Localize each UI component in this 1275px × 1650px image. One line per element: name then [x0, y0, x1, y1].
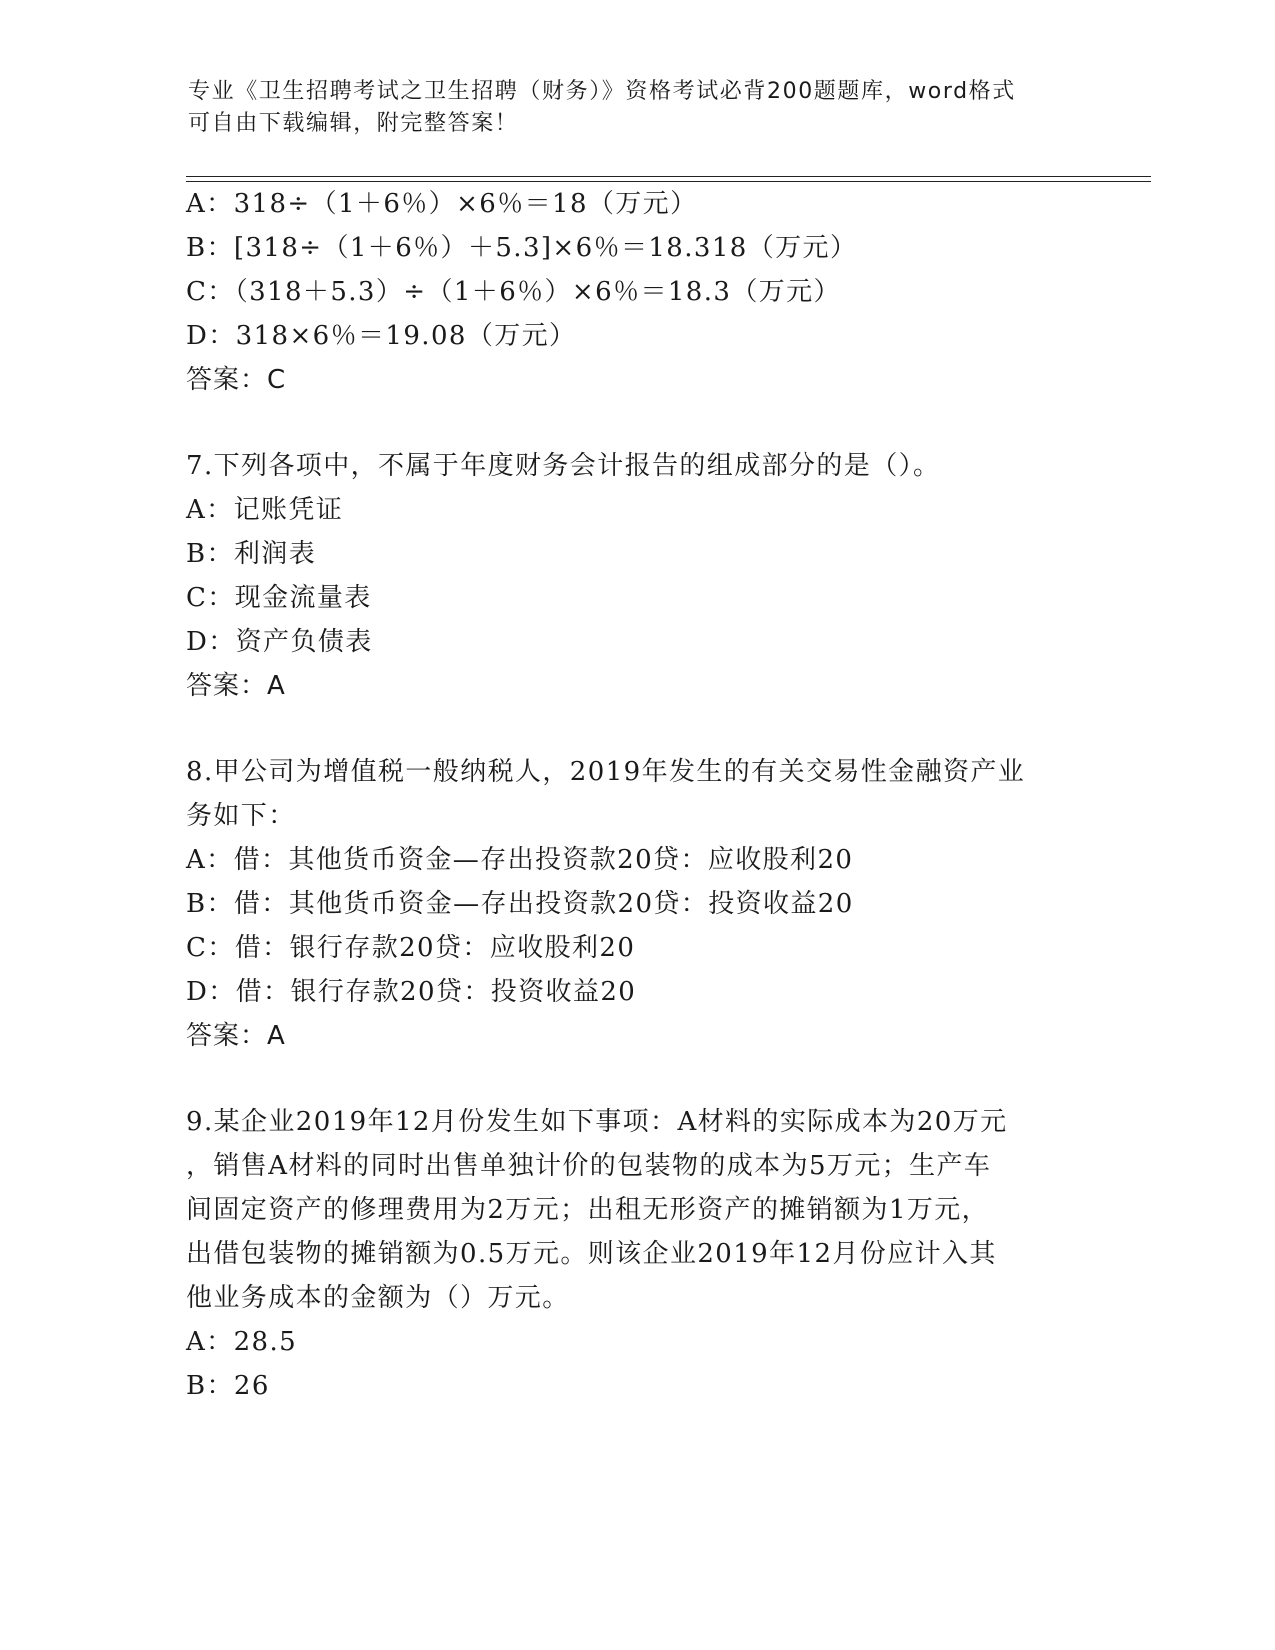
q9-stem-line-1: 9.某企业2019年12月份发生如下事项：A材料的实际成本为20万元 [186, 1107, 1008, 1137]
q6-option-b: B：[318÷（1＋6％）＋5.3]×6％＝18.318（万元） [186, 233, 858, 263]
q7-answer: 答案：A [186, 671, 286, 701]
q6-option-c: C：（318＋5.3）÷（1＋6％）×6％＝18.3（万元） [186, 277, 841, 307]
q9-stem-line-4: 出借包装物的摊销额为0.5万元。则该企业2019年12月份应计入其 [186, 1239, 997, 1269]
header-divider [186, 176, 1151, 177]
q8-stem-line-1: 8.甲公司为增值税一般纳税人，2019年发生的有关交易性金融资产业 [186, 757, 1026, 787]
q7-option-d: D：资产负债表 [186, 627, 373, 657]
q6-answer: 答案：C [186, 365, 287, 395]
q8-stem-line-2: 务如下： [186, 801, 296, 831]
q7-option-c: C：现金流量表 [186, 583, 372, 613]
header-line-2: 可自由下载编辑，附完整答案！ [188, 111, 519, 136]
q9-stem-line-2: ，销售A材料的同时出售单独计价的包装物的成本为5万元；生产车 [186, 1151, 992, 1181]
q9-option-b: B：26 [186, 1371, 270, 1401]
q9-option-a: A：28.5 [186, 1327, 298, 1357]
q8-option-a: A：借：其他货币资金—存出投资款20贷：应收股利20 [186, 845, 854, 875]
document-header [188, 76, 1068, 140]
q9-stem-line-5: 他业务成本的金额为（）万元。 [186, 1283, 570, 1313]
q8-option-b: B：借：其他货币资金—存出投资款20贷：投资收益20 [186, 889, 854, 919]
q8-option-d: D：借：银行存款20贷：投资收益20 [186, 977, 637, 1007]
q7-stem: 7.下列各项中，不属于年度财务会计报告的组成部分的是（）。 [186, 451, 941, 481]
header-divider-secondary [186, 181, 1151, 182]
q8-answer: 答案：A [186, 1021, 286, 1051]
q6-option-d: D：318×6％＝19.08（万元） [186, 321, 577, 351]
q7-option-b: B：利润表 [186, 539, 317, 569]
q6-option-a: A：318÷（1＋6％）×6％＝18（万元） [186, 189, 698, 219]
q7-option-a: A：记账凭证 [186, 495, 344, 525]
q9-stem-line-3: 间固定资产的修理费用为2万元；出租无形资产的摊销额为1万元， [186, 1195, 990, 1225]
q8-option-c: C：借：银行存款20贷：应收股利20 [186, 933, 636, 963]
header-line-1: 专业《卫生招聘考试之卫生招聘（财务）》资格考试必背200题题库，word格式 [188, 79, 1016, 104]
